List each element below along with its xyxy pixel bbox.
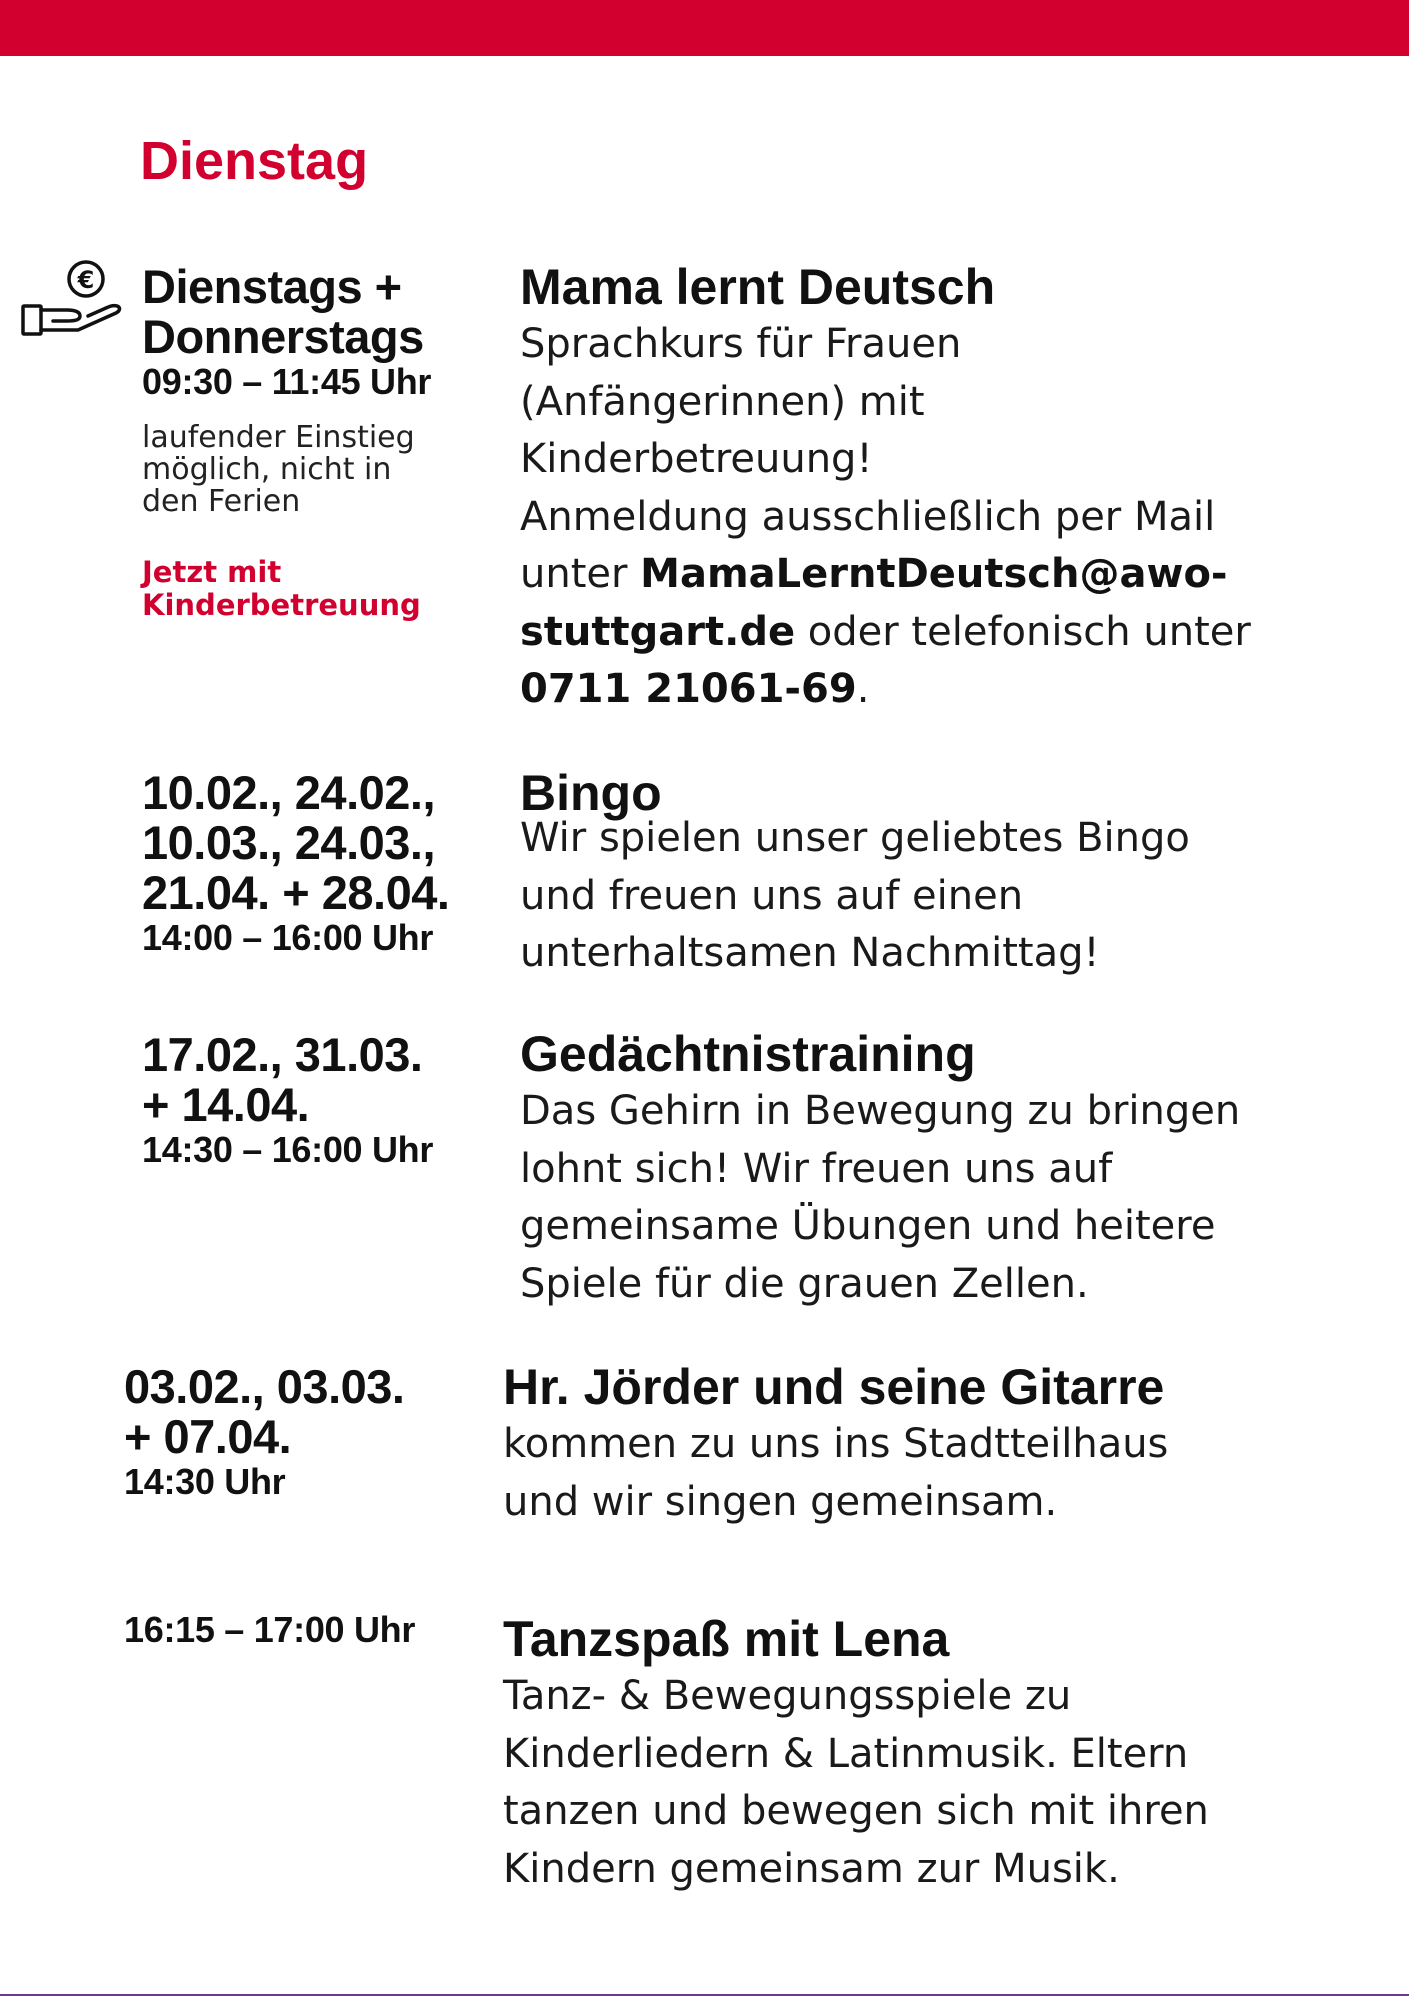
event-schedule-4 — [124, 1362, 404, 1502]
event-days: 10.02., 24.02., — [142, 766, 436, 819]
event-time: 14:30 – 16:00 Uhr — [142, 1129, 434, 1170]
contact-email[interactable]: MamaLerntDeutsch@awo- — [640, 551, 1228, 597]
event-description: Sprachkurs für Frauen (Anfängerinnen) mit Kinderbetreuung! Anmeldung ausschließlich per Mail unter MamaLerntDeutsch@awo- stuttgart.de oder telefonisch unter 0711 21061-69. — [520, 321, 1251, 712]
top-accent-bar — [0, 0, 1409, 56]
bottom-divider — [0, 1994, 1409, 1996]
event-schedule-2 — [142, 768, 449, 958]
event-days: 10.03., 24.03., — [142, 816, 436, 869]
event-title: Tanzspaß mit Lena — [503, 1611, 950, 1667]
event-title: Mama lernt Deutsch — [520, 259, 996, 315]
event-title: Hr. Jörder und seine Gitarre — [503, 1359, 1165, 1415]
event-days: 17.02., 31.03. — [142, 1028, 423, 1081]
childcare-highlight: Jetzt mit Kinderbetreuung — [142, 555, 421, 622]
page-title: Dienstag — [140, 131, 369, 191]
event-time: 14:30 Uhr — [124, 1461, 286, 1502]
event-days: + 14.04. — [142, 1078, 310, 1131]
event-days: 03.02., 03.03. — [124, 1360, 405, 1413]
event-time: 16:15 – 17:00 Uhr — [124, 1609, 416, 1650]
event-description: Wir spielen unser geliebtes Bingo und freuen uns auf einen unterhaltsamen Nachmittag! — [520, 815, 1190, 976]
event-days: + 07.04. — [124, 1410, 292, 1463]
event-days: 21.04. + 28.04. — [142, 866, 450, 919]
event-schedule-5 — [124, 1610, 415, 1650]
event-days: Donnerstags — [142, 310, 424, 363]
event-days: Dienstags + — [142, 260, 402, 313]
event-description: kommen zu uns ins Stadtteilhaus und wir singen gemeinsam. — [503, 1421, 1169, 1525]
svg-text:€: € — [77, 266, 95, 294]
event-note: laufender Einstieg möglich, nicht in den Ferien — [142, 420, 415, 519]
contact-email-domain[interactable]: stuttgart.de — [520, 608, 796, 655]
event-time: 14:00 – 16:00 Uhr — [142, 917, 434, 958]
hand-euro-coin-icon — [20, 258, 124, 344]
event-title: Bingo — [520, 765, 662, 821]
event-time: 09:30 – 11:45 Uhr — [142, 361, 432, 402]
event-title: Gedächtnistraining — [520, 1026, 976, 1082]
event-description: Das Gehirn in Bewegung zu bringen lohnt sich! Wir freuen uns auf gemeinsame Übungen und heitere Spiele für die grauen Zellen. — [520, 1088, 1241, 1307]
contact-phone[interactable]: 0711 21061-69 — [520, 666, 857, 712]
event-description: Tanz- & Bewegungsspiele zu Kinderliedern & Latinmusik. Eltern tanzen und bewegen sich mit ihren Kindern gemeinsam zur Musik. — [503, 1673, 1209, 1892]
event-schedule-1 — [142, 262, 431, 622]
event-schedule-3 — [142, 1030, 433, 1170]
